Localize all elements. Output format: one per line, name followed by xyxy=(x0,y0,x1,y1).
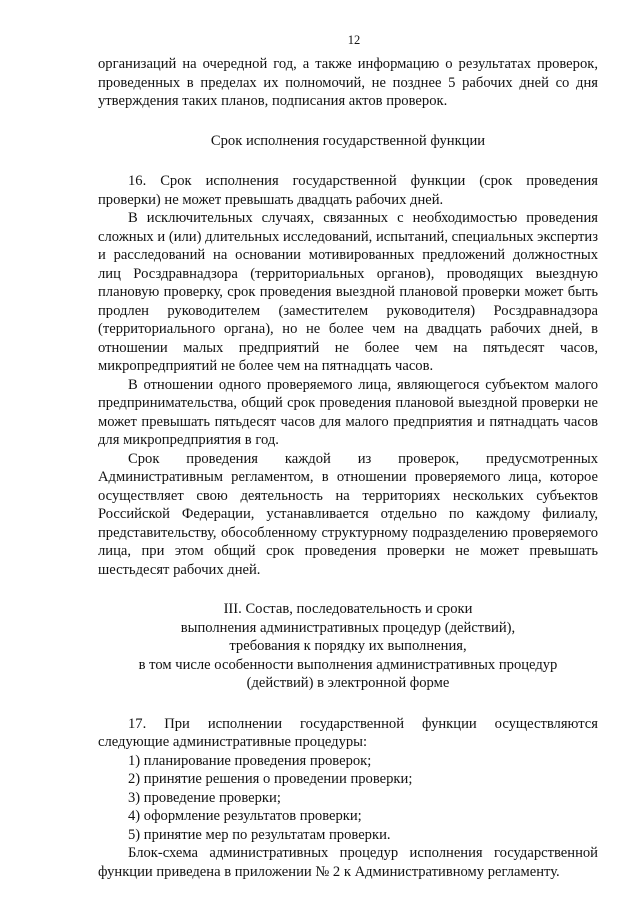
paragraph-17-flowchart: Блок-схема административных процедур исполнения государственной функции приведена в приложении № 2 к Административному регламенту. xyxy=(98,845,598,880)
list-item: 3) проведение проверки; xyxy=(128,789,281,806)
paragraph-16-small-business: В отношении одного проверяемого лица, являющегося субъектом малого предпринимательства, общий срок проведения плановой выездной проверки не может превышать пятьдесят часов для малого предприятия и пятнадцать часов для микропредприятия в год. xyxy=(98,376,598,448)
paragraph-17: 17. При исполнении государственной функции осуществляются следующие административные процедуры: xyxy=(98,715,598,750)
paragraph-16: 16. Срок исполнения государственной функции (срок проведения проверки) не может превышать двадцать рабочих дней. xyxy=(98,173,598,208)
chapter-heading xyxy=(98,600,598,693)
section-heading: Срок исполнения государственной функции xyxy=(210,132,486,149)
paragraph-16-exceptional: В исключительных случаях, связанных с необходимостью проведения сложных и (или) длительных исследований, испытаний, специальных экспертиз и расследований на основании мотивированных предложений должностных лиц Росздравнадзора (территориальных органов), проводящих выездную плановую проверку, срок проведения выездной плановой проверки может быть продлен руководителем (заместителем руководителя) Росздравнадзора (территориального органа), но не более чем на двадцать рабочих дней, в отношении малых предприятий не более чем на пятьдесят часов, микропредприятий не более чем на пятнадцать часов. xyxy=(98,210,598,374)
list-item: 1) планирование проведения проверок; xyxy=(128,752,372,769)
list-item: 4) оформление результатов проверки; xyxy=(128,808,362,824)
procedure-list xyxy=(98,752,598,845)
chapter-heading-line: требования к порядку их выполнения, xyxy=(229,638,467,654)
chapter-heading-line: III. Состав, последовательность и сроки xyxy=(223,601,473,617)
paragraph-16-territories: Срок проведения каждой из проверок, предусмотренных Административным регламентом, в отношении проверяемого лица, которое осуществляет свою деятельность на территориях нескольких субъектов Российской Федерации, устанавливается отдельно по каждому филиалу, представительству, обособленному структурному подразделению проверяемого лица, при этом общий срок проведения проверки не может превышать шестьдесят рабочих дней. xyxy=(98,450,598,578)
list-item: 2) принятие решения о проведении проверки; xyxy=(128,771,413,787)
chapter-heading-line: выполнения административных процедур (действий), xyxy=(180,619,516,636)
list-item: 5) принятие мер по результатам проверки. xyxy=(128,826,391,843)
chapter-heading-line: в том числе особенности выполнения административных процедур xyxy=(138,656,558,673)
chapter-heading-line: (действий) в электронной форме xyxy=(246,675,450,691)
paragraph-top: организаций на очередной год, а также информацию о результатах проверок, проведенных в пределах их полномочий, не позднее 5 рабочих дней со дня утверждения таких планов, подписания актов проверок. xyxy=(98,56,598,109)
page-number: 12 xyxy=(347,33,361,47)
